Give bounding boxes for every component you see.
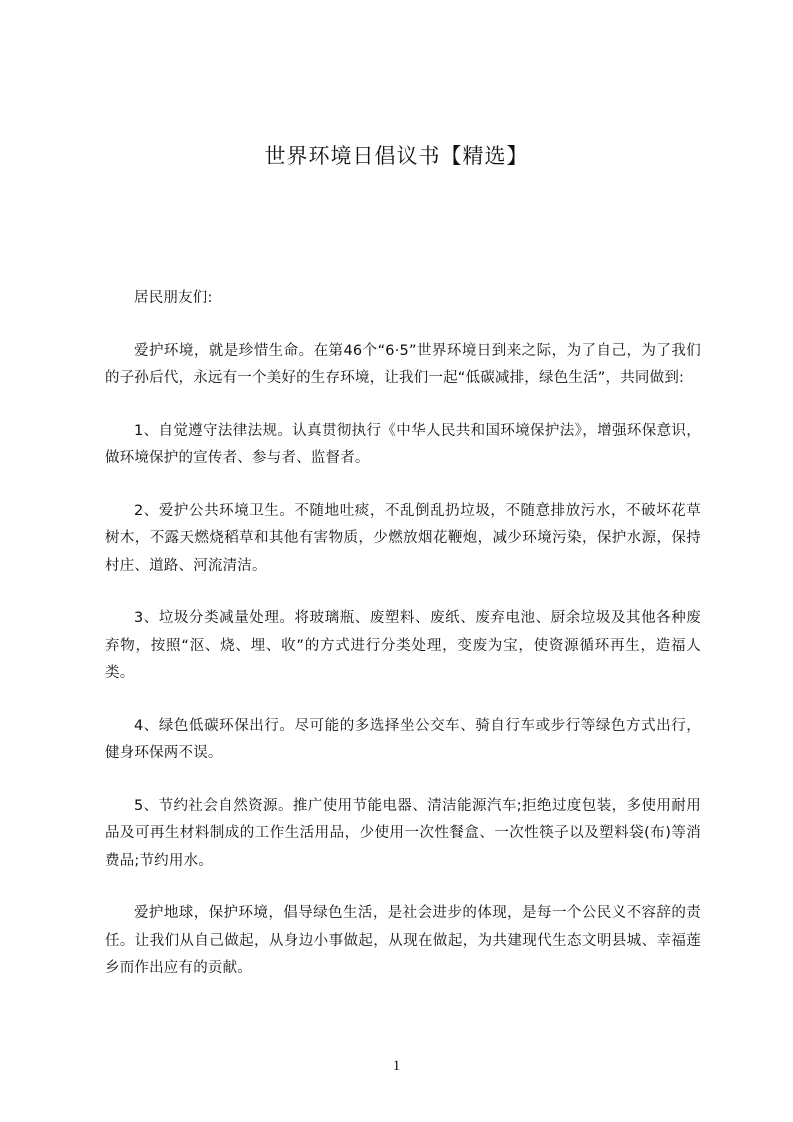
paragraph-intro: 爱护环境，就是珍惜生命。在第46个“6·5”世界环境日到来之际，为了自己，为了我们的子孙后代，永远有一个美好的生存环境，让我们一起“低碳减排，绿色生活”，共同做到:	[105, 342, 701, 386]
paragraph-item-2: 2、爱护公共环境卫生。不随地吐痰，不乱倒乱扔垃圾，不随意排放污水，不破坏花草树木，不露天燃烧稻草和其他有害物质，少燃放烟花鞭炮，减少环境污染，保护水源，保持村庄、道路、河流清洁。	[105, 502, 701, 574]
document-title: 世界环境日倡议书【精选】	[264, 144, 529, 168]
paragraph-item-3: 3、垃圾分类减量处理。将玻璃瓶、废塑料、废纸、废弃电池、厨余垃圾及其他各种废弃物，按照“沤、烧、埋、收”的方式进行分类处理，变废为宝，使资源循环再生，造福人类。	[105, 610, 701, 681]
paragraph-item-4: 4、绿色低碳环保出行。尽可能的多选择坐公交车、骑自行车或步行等绿色方式出行，健身环保两不误。	[105, 717, 701, 761]
paragraph-item-1: 1、自觉遵守法律法规。认真贯彻执行《中华人民共和国环境保护法》，增强环保意识，做环境保护的宣传者、参与者、监督者。	[105, 422, 701, 466]
paragraph-item-5: 5、节约社会自然资源。推广使用节能电器、清洁能源汽车;拒绝过度包装，多使用耐用品及可再生材料制成的工作生活用品，少使用一次性餐盒、一次性筷子以及塑料袋(布)等消费品;节约用水。	[105, 797, 701, 869]
page-number: 1	[392, 1058, 401, 1074]
salutation: 居民朋友们:	[134, 290, 213, 306]
document-body	[105, 285, 701, 1008]
paragraph-conclusion: 爱护地球，保护环境，倡导绿色生活，是社会进步的体现，是每一个公民义不容辞的责任。让我们从自己做起，从身边小事做起，从现在做起，为共建现代生态文明县城、幸福莲乡而作出应有的贡献。	[105, 905, 701, 976]
